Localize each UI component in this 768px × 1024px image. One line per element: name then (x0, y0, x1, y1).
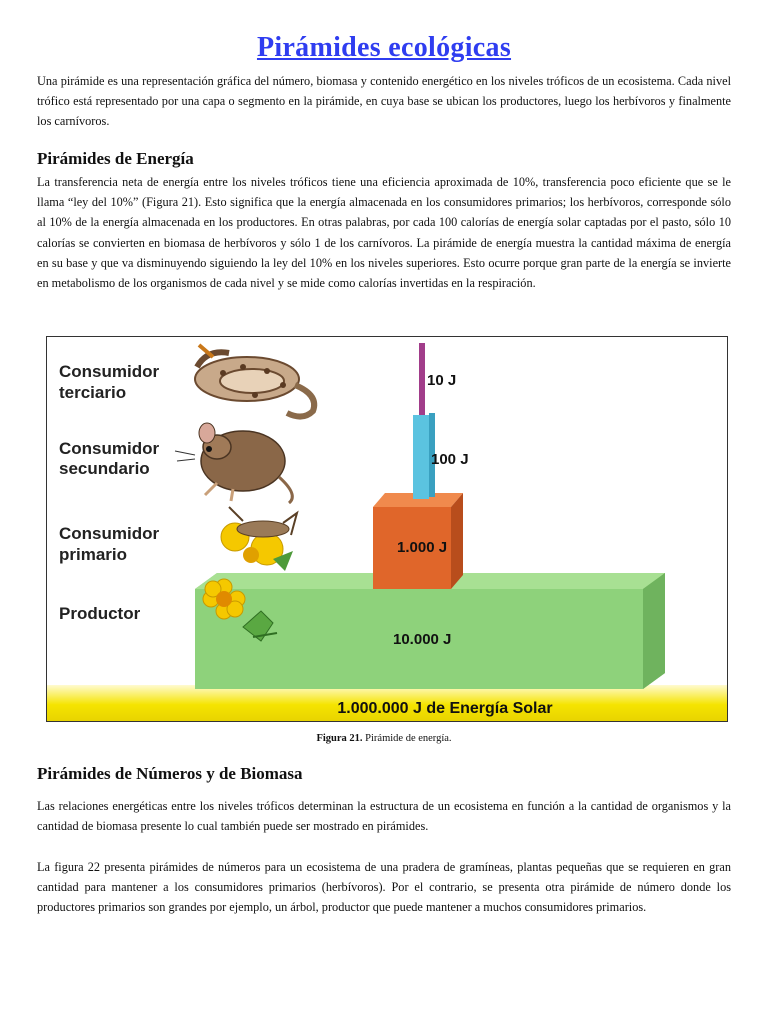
energy-pyramid-figure (46, 336, 728, 722)
intro-paragraph: Una pirámide es una representación gráfica del número, biomasa y contenido energético en los niveles tróficos de un ecosistema. Cada nivel trófico está representado por una capa o segmento en la pirámide, en cuya base se ubican los productores, luego los herbívoros y finalmente los carnívoros. (37, 74, 731, 129)
energy-paragraph: La transferencia neta de energía entre los niveles tróficos tiene una eficiencia aproximada de 10%, transferencia poco eficiente que se le llama “ley del 10%” (Figura 21). Esto significa que la energía almacenada en los consumidores primarios; los herbívoros, corresponde sólo al 10% de la energía almacenada en los productores. En otras palabras, por cada 100 calorías de energía solar captadas por el pasto, sólo 10 calorías se convierten en biomasa de herbívoros y sólo 1 de los carnívoros. La pirámide de energía muestra la cantidad máxima de energía en su base y que va disminuyendo siguiendo la ley del 10% en los niveles superiores. Esto ocurre porque gran parte de la energía se invierte en metabolismo de los organismos de cada nivel y se mide como calorías invertidas en la respiración. (37, 175, 731, 291)
level-label-primary-2: primario (59, 545, 128, 564)
figure-caption-label: Figura 21. (316, 733, 363, 744)
page-title: Pirámides ecológicas (256, 32, 512, 63)
level-label-tertiary-1: Consumidor (59, 362, 160, 381)
section-heading-energy: Pirámides de Energía (37, 149, 194, 168)
grasshopper-icon (221, 507, 297, 571)
solar-energy-label: 1.000.000 J de Energía Solar (337, 700, 553, 717)
energy-label-producer: 10.000 J (393, 631, 452, 648)
tertiary-column (419, 343, 425, 415)
producer-slab-right (643, 573, 665, 689)
level-label-primary-1: Consumidor (59, 524, 160, 543)
secondary-column (413, 415, 429, 499)
energy-label-secondary: 100 J (431, 451, 469, 468)
energy-label-tertiary: 10 J (427, 372, 457, 389)
primary-block-right (451, 493, 463, 589)
numbers-paragraph-2: La figura 22 presenta pirámides de números para un ecosistema de una pradera de gramíneas, plantas pequeñas que se requieren en gran cantidad para mantener a los consumidores primarios (herbívoros). Por el contrario, se presenta otra pirámide de número donde los productores primarios son grandes por ejemplo, un árbol, productor que puede mantener a muchos consumidores primarios. (37, 860, 731, 915)
level-label-secondary-1: Consumidor (59, 439, 160, 458)
figure-caption-text: Pirámide de energía. (362, 733, 452, 744)
energy-pyramid-graphic (47, 337, 727, 721)
level-label-producer: Productor (59, 604, 141, 623)
energy-label-primary: 1.000 J (397, 539, 448, 556)
level-label-secondary-2: secundario (59, 459, 150, 478)
level-label-tertiary-2: terciario (59, 383, 127, 402)
mouse-icon (175, 423, 292, 503)
numbers-paragraph-1: Las relaciones energéticas entre los niveles tróficos determinan la estructura de un ecosistema en función a la cantidad de organismos y la cantidad de biomasa presente lo cual también puede ser mostrado en pirámides. (37, 799, 731, 834)
snake-icon (195, 345, 314, 417)
section-heading-numbers-biomass: Pirámides de Números y de Biomasa (37, 764, 303, 783)
figure-caption (37, 733, 731, 744)
